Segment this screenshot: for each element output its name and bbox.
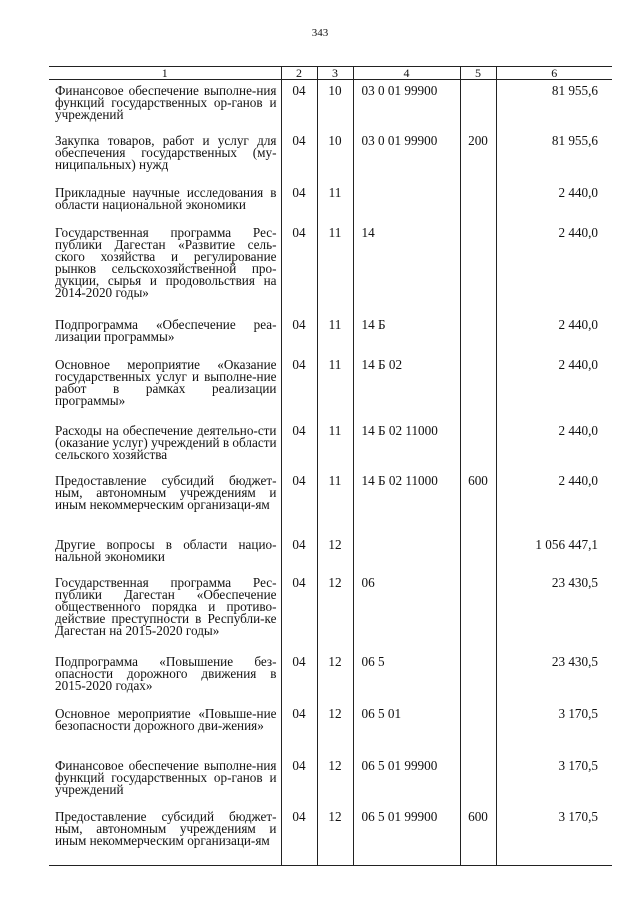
row-expense-type xyxy=(460,653,496,705)
row-expense-type xyxy=(460,316,496,356)
row-name: Предоставление субсидий бюджет-ным, автономным учреждениям и иным некоммерческим организаци-ям xyxy=(55,472,277,512)
row-amount: 1 056 447,1 xyxy=(496,536,612,574)
row-target-code: 03 0 01 99900 xyxy=(353,132,460,184)
row-target-code: 06 5 01 99900 xyxy=(353,808,460,866)
header-col-5: 5 xyxy=(460,67,496,80)
row-target-code: 06 5 xyxy=(353,653,460,705)
table-row xyxy=(49,184,612,224)
row-amount: 2 440,0 xyxy=(496,184,612,224)
row-amount: 2 440,0 xyxy=(496,356,612,422)
row-expense-type: 600 xyxy=(460,472,496,536)
row-subsection: 11 xyxy=(317,316,353,356)
row-expense-type xyxy=(460,422,496,472)
row-name: Прикладные научные исследования в области национальной экономики xyxy=(55,184,277,212)
row-name: Закупка товаров, работ и услуг для обеспечения государственных (му-ниципальных) нужд xyxy=(55,132,277,172)
table-row xyxy=(49,757,612,808)
row-target-code: 14 Б xyxy=(353,316,460,356)
row-expense-type xyxy=(460,80,496,132)
row-target-code: 03 0 01 99900 xyxy=(353,80,460,132)
row-subsection: 12 xyxy=(317,653,353,705)
row-expense-type xyxy=(460,574,496,653)
row-name: Государственная программа Рес-публики Дагестан «Обеспечение общественного порядка и противо-действие преступности в Республи-ке Дагестан на 2015-2020 годы» xyxy=(55,574,277,638)
row-name: Подпрограмма «Обеспечение реа-лизации программы» xyxy=(55,316,277,344)
table-row xyxy=(49,808,612,866)
row-subsection: 12 xyxy=(317,574,353,653)
row-subsection: 12 xyxy=(317,536,353,574)
row-expense-type xyxy=(460,705,496,757)
table-row xyxy=(49,653,612,705)
row-subsection: 11 xyxy=(317,472,353,536)
row-expense-type xyxy=(460,536,496,574)
row-target-code: 14 Б 02 11000 xyxy=(353,422,460,472)
table-row xyxy=(49,705,612,757)
row-amount: 2 440,0 xyxy=(496,316,612,356)
page-number: 343 xyxy=(311,27,329,39)
row-amount: 23 430,5 xyxy=(496,653,612,705)
row-section: 04 xyxy=(281,422,317,472)
row-section: 04 xyxy=(281,808,317,866)
row-amount: 2 440,0 xyxy=(496,422,612,472)
table-row xyxy=(49,422,612,472)
row-subsection: 12 xyxy=(317,808,353,866)
row-section: 04 xyxy=(281,132,317,184)
row-expense-type: 200 xyxy=(460,132,496,184)
row-subsection: 10 xyxy=(317,132,353,184)
table-row xyxy=(49,472,612,536)
row-expense-type xyxy=(460,757,496,808)
row-section: 04 xyxy=(281,80,317,132)
row-target-code: 06 5 01 99900 xyxy=(353,757,460,808)
row-expense-type xyxy=(460,224,496,316)
table-row xyxy=(49,224,612,316)
header-col-6: 6 xyxy=(496,67,612,80)
row-subsection: 12 xyxy=(317,757,353,808)
row-section: 04 xyxy=(281,472,317,536)
row-section: 04 xyxy=(281,536,317,574)
row-name: Финансовое обеспечение выполне-ния функций государственных ор-ганов и учреждений xyxy=(55,757,277,797)
row-target-code: 06 xyxy=(353,574,460,653)
row-expense-type xyxy=(460,184,496,224)
row-amount: 23 430,5 xyxy=(496,574,612,653)
row-expense-type xyxy=(460,356,496,422)
row-amount: 81 955,6 xyxy=(496,80,612,132)
row-name: Подпрограмма «Повышение без-опасности дорожного движения в 2015-2020 годах» xyxy=(55,653,277,693)
row-amount: 2 440,0 xyxy=(496,472,612,536)
row-subsection: 11 xyxy=(317,224,353,316)
row-name: Другие вопросы в области нацио-нальной экономики xyxy=(55,536,277,564)
table-row xyxy=(49,316,612,356)
row-section: 04 xyxy=(281,653,317,705)
header-row xyxy=(49,67,612,80)
row-section: 04 xyxy=(281,316,317,356)
row-subsection: 11 xyxy=(317,422,353,472)
row-amount: 3 170,5 xyxy=(496,808,612,866)
row-target-code: 14 Б 02 11000 xyxy=(353,472,460,536)
row-name: Основное мероприятие «Оказание государственных услуг и выполне-ние работ в рамках реализации программы» xyxy=(55,356,277,408)
table-row xyxy=(49,132,612,184)
row-name: Расходы на обеспечение деятельно-сти (оказание услуг) учреждений в области сельского хозяйства xyxy=(55,422,277,462)
table-row xyxy=(49,574,612,653)
row-subsection: 11 xyxy=(317,356,353,422)
row-section: 04 xyxy=(281,705,317,757)
row-expense-type: 600 xyxy=(460,808,496,866)
row-name: Предоставление субсидий бюджет-ным, автономным учреждениям и иным некоммерческим организаци-ям xyxy=(49,808,281,866)
row-subsection: 12 xyxy=(317,705,353,757)
row-subsection: 11 xyxy=(317,184,353,224)
budget-table xyxy=(49,66,612,866)
row-amount: 3 170,5 xyxy=(496,757,612,808)
row-section: 04 xyxy=(281,757,317,808)
row-section: 04 xyxy=(281,574,317,653)
row-target-code xyxy=(353,184,460,224)
row-target-code: 06 5 01 xyxy=(353,705,460,757)
header-col-4: 4 xyxy=(353,67,460,80)
row-target-code: 14 Б 02 xyxy=(353,356,460,422)
row-target-code xyxy=(353,536,460,574)
header-col-1: 1 xyxy=(49,67,281,80)
row-target-code: 14 xyxy=(353,224,460,316)
row-amount: 81 955,6 xyxy=(496,132,612,184)
row-section: 04 xyxy=(281,184,317,224)
row-name: Государственная программа Рес-публики Дагестан «Развитие сель-ского хозяйства и регулирование рынков сельскохозяйственной про-дукции, сырья и продовольствия на 2014-2020 годы» xyxy=(55,224,277,300)
header-col-2: 2 xyxy=(281,67,317,80)
row-subsection: 10 xyxy=(317,80,353,132)
table-row xyxy=(49,536,612,574)
row-section: 04 xyxy=(281,224,317,316)
row-amount: 3 170,5 xyxy=(496,705,612,757)
row-name: Основное мероприятие «Повыше-ние безопасности дорожного дви-жения» xyxy=(55,705,277,733)
header-col-3: 3 xyxy=(317,67,353,80)
table-row xyxy=(49,80,612,132)
table-row xyxy=(49,356,612,422)
row-name: Финансовое обеспечение выполне-ния функций государственных ор-ганов и учреждений xyxy=(55,83,277,122)
row-amount: 2 440,0 xyxy=(496,224,612,316)
row-section: 04 xyxy=(281,356,317,422)
